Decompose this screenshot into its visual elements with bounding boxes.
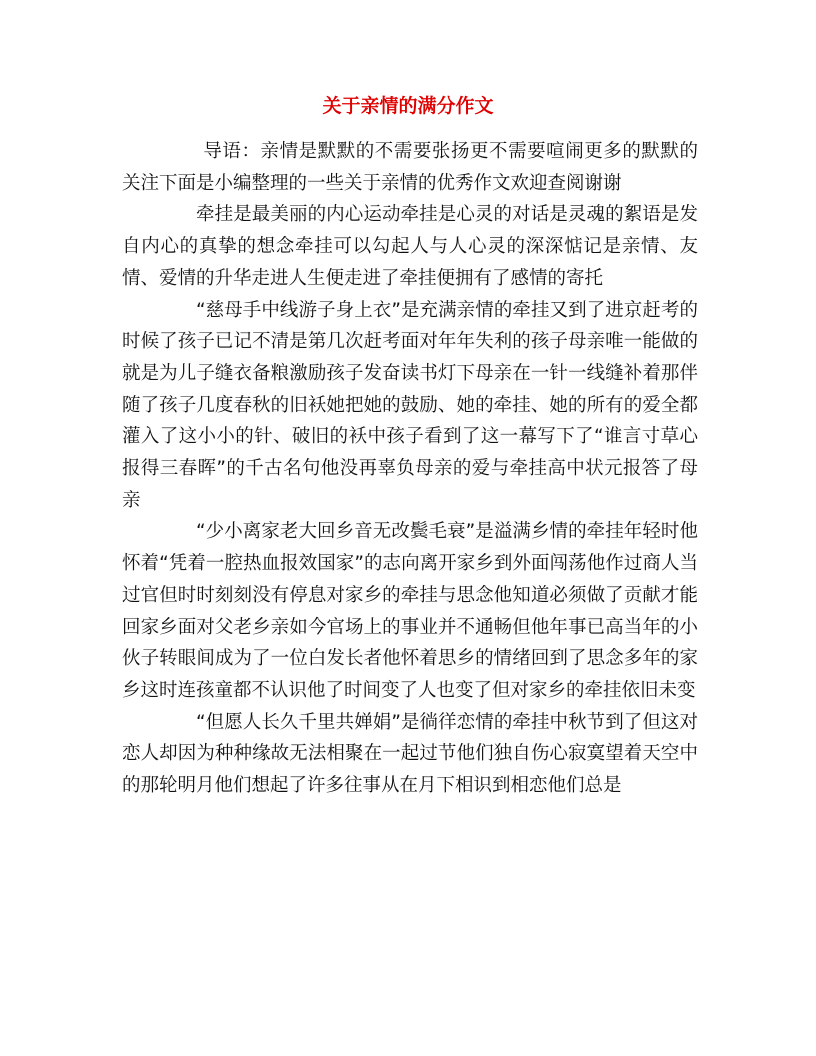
paragraph: “慈母手中线游子身上衣”是充满亲情的牵挂又到了进京赶考的时候了孩子已记不清是第几次赶考面对年年失利的孩子母亲唯一能做的就是为儿子缝衣备粮激励孩子发奋读书灯下母亲在一针一线缝补着那伴随了孩子几度春秋的旧袄她把她的鼓励、她的牵挂、她的所有的爱全都灌入了这小小的针、破旧的袄中孩子看到了这一幕写下了“谁言寸草心报得三春晖”的千古名句他没再辜负母亲的爱与牵挂高中状元报答了母亲 [122, 299, 698, 511]
paragraph: 牵挂是最美丽的内心运动牵挂是心灵的对话是灵魂的絮语是发自内心的真挚的想念牵挂可以勾起人与人心灵的深深惦记是亲情、友情、爱情的升华走进人生便走进了牵挂便拥有了感情的寄托 [122, 204, 698, 289]
document-body [122, 136, 698, 802]
paragraph-intro: 导语：亲情是默默的不需要张扬更不需要喧闹更多的默默的关注下面是小编整理的一些关于亲情的优秀作文欢迎查阅谢谢 [122, 141, 698, 194]
paragraph: “少小离家老大回乡音无改鬓毛衰”是溢满乡情的牵挂年轻时他怀着“凭着一腔热血报效国家”的志向离开家乡到外面闯荡他作过商人当过官但时时刻刻没有停息对家乡的牵挂与思念他知道必须做了贡献才能回家乡面对父老乡亲如今官场上的事业并不通畅但他年事已高当年的小伙子转眼间成为了一位白发长者他怀着思乡的情绪回到了思念多年的家乡这时连孩童都不认识他了时间变了人也变了但对家乡的牵挂依旧未变 [122, 521, 698, 701]
paragraph: “但愿人长久千里共婵娟”是徜徉恋情的牵挂中秋节到了但这对恋人却因为种种缘故无法相聚在一起过节他们独自伤心寂寞望着天空中的那轮明月他们想起了许多往事从在月下相识到相恋他们总是 [122, 711, 698, 797]
document-title: 关于亲情的满分作文 [322, 95, 494, 117]
